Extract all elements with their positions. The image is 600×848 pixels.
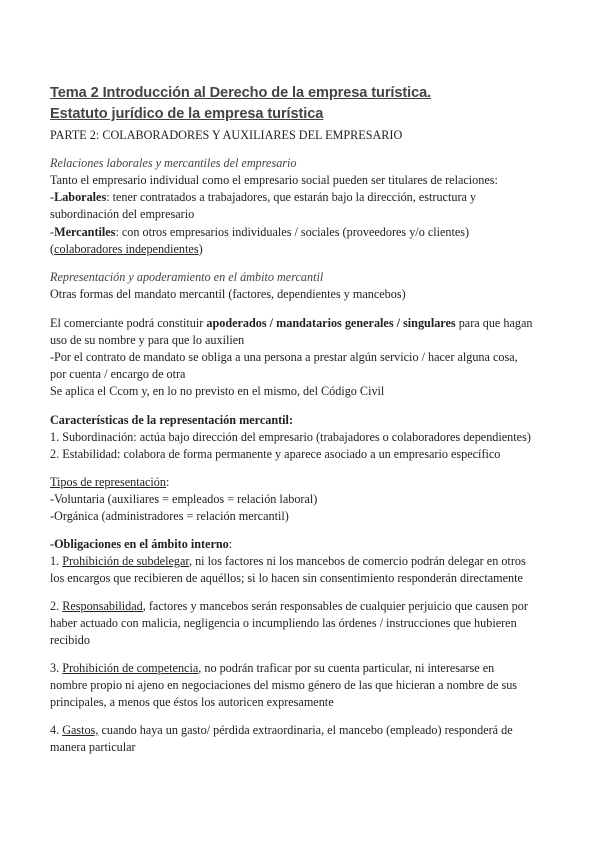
obligaciones-item-2-line-3: recibido: [50, 633, 90, 647]
comerciante-bold: apoderados / mandatarios generales / singulares: [206, 316, 456, 330]
laborales-dash: -: [50, 190, 55, 204]
obligaciones-item-3-line-2: nombre propio ni ajeno en negociaciones del mismo género de las que hicieran a nombre de sus: [50, 678, 518, 692]
comerciante-line-2: uso de su nombre y para que lo auxilien: [50, 333, 245, 347]
obligaciones-colon: :: [228, 537, 233, 551]
obligaciones-item-2-line-2: haber actuado con malicia, negligencia o incumpliendo las órdenes / instrucciones que hubieren: [50, 616, 517, 630]
tipos-heading-line: [50, 475, 169, 490]
laborales-term: Laborales: [54, 190, 107, 204]
document-title-line-1: Tema 2 Introducción al Derecho de la empresa turística.: [50, 85, 432, 101]
tipos-heading: Tipos de representación: [50, 475, 166, 489]
representacion-heading: Representación y apoderamiento en el ámbito mercantil: [50, 270, 324, 284]
prohibicion-subdelegar: Prohibición de subdelegar: [62, 554, 189, 568]
tipos-colon: :: [165, 475, 170, 489]
item-4-text: cuando haya un gasto/ pérdida extraordinaria, el mancebo (empleado) responderá de: [98, 723, 513, 737]
prohibicion-competencia: Prohibición de competencia: [62, 661, 199, 675]
mercantiles-text: : con otros empresarios individuales / sociales (proveedores y/o clientes): [115, 225, 470, 239]
item-1-num: 1.: [50, 554, 63, 568]
colab-close-paren: ): [198, 242, 203, 256]
otras-formas-line: Otras formas del mandato mercantil (factores, dependientes y mancebos): [50, 287, 406, 301]
obligaciones-item-2: [50, 599, 528, 614]
obligaciones-item-4: [50, 723, 513, 738]
obligaciones-heading: Obligaciones en el ámbito interno: [54, 537, 229, 551]
document-title-line-2: Estatuto jurídico de la empresa turística: [50, 106, 324, 122]
obligaciones-item-1: [50, 554, 526, 569]
contrato-line-1: -Por el contrato de mandato se obliga a una persona a prestar algún servicio / hacer alguna cosa,: [50, 350, 518, 364]
tipos-organica: -Orgánica (administradores = relación mercantil): [50, 509, 289, 523]
comerciante-pre: El comerciante podrá constituir: [50, 316, 207, 330]
colaboradores-line: [50, 242, 203, 257]
obligaciones-item-1-line-2: los encargos que recibieren de aquéllos; si lo hacen sin consentimiento responderán directamente: [50, 571, 523, 585]
item-1-text: , ni los factores ni los mancebos de comercio podrán delegar en otros: [188, 554, 526, 568]
caracteristicas-item-1: 1. Subordinación: actúa bajo dirección del empresario (trabajadores o colaboradores dependientes): [50, 430, 531, 444]
contrato-line-2: por cuenta / encargo de otra: [50, 367, 186, 381]
mercantiles-dash: -: [50, 225, 55, 239]
colaboradores-independientes: colaboradores independientes: [54, 242, 199, 256]
part-heading: PARTE 2: COLABORADORES Y AUXILIARES DEL EMPRESARIO: [50, 128, 403, 142]
obligaciones-item-3: [50, 661, 494, 676]
gastos: Gastos,: [62, 723, 99, 737]
laborales-line-2: subordinación del empresario: [50, 207, 195, 221]
laborales-text: : tener contratados a trabajadores, que estarán bajo la dirección, estructura y: [106, 190, 477, 204]
item-2-num: 2.: [50, 599, 63, 613]
caracteristicas-heading: Características de la representación mercantil:: [50, 413, 294, 427]
mercantiles-term: Mercantiles: [54, 225, 116, 239]
laborales-line: [50, 190, 476, 205]
comerciante-line: [50, 316, 532, 331]
obligaciones-heading-line: [50, 537, 232, 552]
responsabilidad: Responsabilidad: [62, 599, 143, 613]
item-3-num: 3.: [50, 661, 63, 675]
item-4-num: 4.: [50, 723, 63, 737]
obligaciones-dash: -: [50, 537, 55, 551]
item-2-text: , factores y mancebos serán responsables de cualquier perjuicio que causen por: [142, 599, 528, 613]
mercantiles-line: [50, 225, 469, 240]
relaciones-heading: Relaciones laborales y mercantiles del empresario: [50, 156, 297, 170]
item-3-text: , no podrán traficar por su cuenta particular, ni interesarse en: [198, 661, 495, 675]
obligaciones-item-4-line-2: manera particular: [50, 740, 136, 754]
colab-open-paren: (: [50, 242, 55, 256]
tipos-voluntaria: -Voluntaria (auxiliares = empleados = relación laboral): [50, 492, 318, 506]
comerciante-post: para que hagan: [455, 316, 533, 330]
caracteristicas-item-2: 2. Estabilidad: colabora de forma permanente y aparece asociado a un empresario específico: [50, 447, 501, 461]
ccom-line: Se aplica el Ccom y, en lo no previsto en el mismo, del Código Civil: [50, 384, 385, 398]
relaciones-intro: Tanto el empresario individual como el empresario social pueden ser titulares de relaciones:: [50, 173, 498, 187]
obligaciones-item-3-line-3: principales, a menos que éstos los autoricen expresamente: [50, 695, 334, 709]
